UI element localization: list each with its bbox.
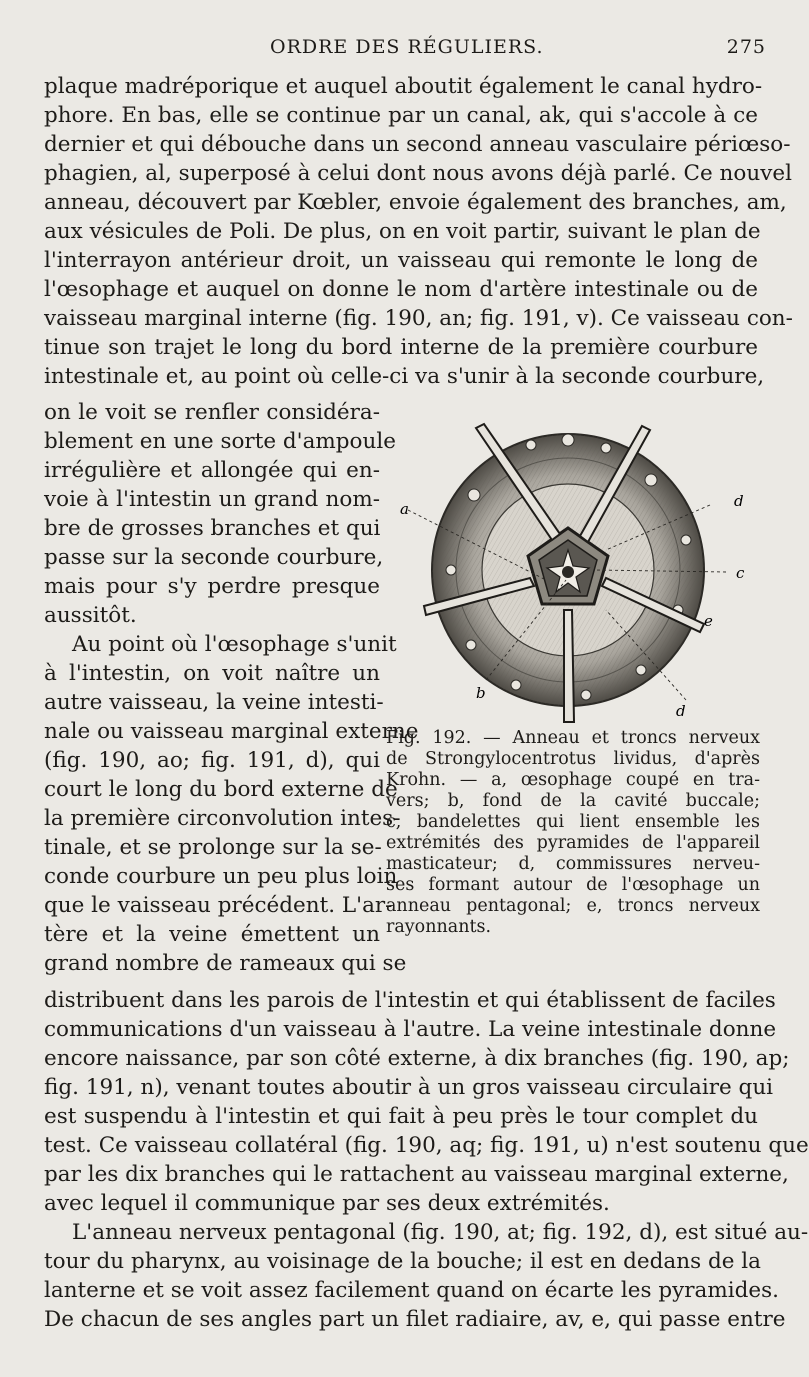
label-c: c xyxy=(736,564,745,582)
text-line: aussitôt. xyxy=(44,603,137,628)
caption-line: de Strongylocentrotus lividus, d'après xyxy=(386,749,760,769)
text-line: dernier et qui débouche dans un second anneau vasculaire périœso- xyxy=(44,132,791,157)
text-line: phagien, al, superposé à celui dont nous avons déjà parlé. Ce nouvel xyxy=(44,161,792,186)
caption-line: rayonnants. xyxy=(386,917,492,937)
caption-line: anneau pentagonal; e, troncs nerveux xyxy=(386,896,760,916)
text-line: (fig. 190, ao; fig. 191, d), qui xyxy=(44,748,380,773)
text-line: anneau, découvert par Kœbler, envoie également des branches, am, xyxy=(44,190,787,215)
label-d-bottom: d xyxy=(676,702,686,720)
page-number: 275 xyxy=(726,36,766,58)
text-line: court le long du bord externe de xyxy=(44,777,398,802)
nerve-ring-drawing xyxy=(396,410,758,730)
paragraph-bottom xyxy=(44,986,809,1334)
paragraph-top xyxy=(44,72,793,391)
running-title: ORDRE DES RÉGULIERS. xyxy=(270,36,544,58)
text-line: intestinale et, au point où celle-ci va s'unir à la seconde courbure, xyxy=(44,364,765,389)
text-line: passe sur la seconde courbure, xyxy=(44,545,384,570)
text-line: lanterne et se voit assez facilement quand on écarte les pyramides. xyxy=(44,1278,779,1303)
text-line: la première circonvolution intes- xyxy=(44,806,401,831)
text-line: par les dix branches qui le rattachent au vaisseau marginal externe, xyxy=(44,1162,789,1187)
running-header xyxy=(0,36,800,66)
caption-line: masticateur; d, commissures nerveu- xyxy=(386,854,760,874)
text-line: fig. 191, n), venant toutes aboutir à un gros vaisseau circulaire qui xyxy=(44,1075,774,1100)
caption-line: Krohn. — a, œsophage coupé en tra- xyxy=(386,770,760,790)
caption-line: extrémités des pyramides de l'appareil xyxy=(386,833,760,853)
text-line: aux vésicules de Poli. De plus, on en voit partir, suivant le plan de xyxy=(44,219,761,244)
label-d-right: d xyxy=(734,492,744,510)
text-line: mais pour s'y perdre presque xyxy=(44,574,380,599)
text-line: avec lequel il communique par ses deux extrémités. xyxy=(44,1191,610,1216)
figure-192-illustration xyxy=(396,410,758,730)
text-line: blement en une sorte d'ampoule xyxy=(44,429,396,454)
text-line: vaisseau marginal interne (fig. 190, an; fig. 191, v). Ce vaisseau con- xyxy=(44,306,793,331)
text-line: grand nombre de rameaux qui se xyxy=(44,951,407,976)
text-line: nale ou vaisseau marginal externe xyxy=(44,719,419,744)
text-line: encore naissance, par son côté externe, à dix branches (fig. 190, ap; xyxy=(44,1046,790,1071)
label-b: b xyxy=(476,684,486,702)
text-line: communications d'un vaisseau à l'autre. La veine intestinale donne xyxy=(44,1017,777,1042)
caption-line: ses formant autour de l'œsophage un xyxy=(386,875,760,895)
text-line: plaque madréporique et auquel aboutit également le canal hydro- xyxy=(44,74,763,99)
text-line: distribuent dans les parois de l'intestin et qui établissent de faciles xyxy=(44,988,776,1013)
paragraph-left-column xyxy=(44,398,419,978)
text-line: est suspendu à l'intestin et qui fait à peu près le tour complet du xyxy=(44,1104,758,1129)
text-line: test. Ce vaisseau collatéral (fig. 190, aq; fig. 191, u) n'est soutenu que xyxy=(44,1133,809,1158)
text-line: De chacun de ses angles part un filet radiaire, av, e, qui passe entre xyxy=(44,1307,786,1332)
text-line: autre vaisseau, la veine intesti- xyxy=(44,690,384,715)
caption-line: c, bandelettes qui lient ensemble les xyxy=(386,812,760,832)
text-line: tinale, et se prolonge sur la se- xyxy=(44,835,382,860)
text-line: tour du pharynx, au voisinage de la bouche; il est en dedans de la xyxy=(44,1249,761,1274)
text-line: que le vaisseau précédent. L'ar- xyxy=(44,893,393,918)
text-line: voie à l'intestin un grand nom- xyxy=(44,487,380,512)
caption-line: Fig. 192. — Anneau et troncs nerveux xyxy=(386,728,760,748)
text-line: Au point où l'œsophage s'unit xyxy=(72,632,397,657)
label-a: a xyxy=(400,500,409,518)
text-line: irrégulière et allongée qui en- xyxy=(44,458,380,483)
text-line: conde courbure un peu plus loin xyxy=(44,864,398,889)
text-line: tinue son trajet le long du bord interne de la première courbure xyxy=(44,335,758,360)
label-e: e xyxy=(704,612,713,630)
caption-line: vers; b, fond de la cavité buccale; xyxy=(386,791,760,811)
text-line: phore. En bas, elle se continue par un canal, ak, qui s'accole à ce xyxy=(44,103,758,128)
text-line: on le voit se renfler considéra- xyxy=(44,400,380,425)
text-line: l'œsophage et auquel on donne le nom d'artère intestinale ou de xyxy=(44,277,758,302)
text-line: tère et la veine émettent un xyxy=(44,922,380,947)
figure-caption xyxy=(386,728,760,938)
text-line: L'anneau nerveux pentagonal (fig. 190, at; fig. 192, d), est situé au- xyxy=(72,1220,809,1245)
text-line: l'interrayon antérieur droit, un vaisseau qui remonte le long de xyxy=(44,248,758,273)
text-line: à l'intestin, on voit naître un xyxy=(44,661,380,686)
text-line: bre de grosses branches et qui xyxy=(44,516,381,541)
